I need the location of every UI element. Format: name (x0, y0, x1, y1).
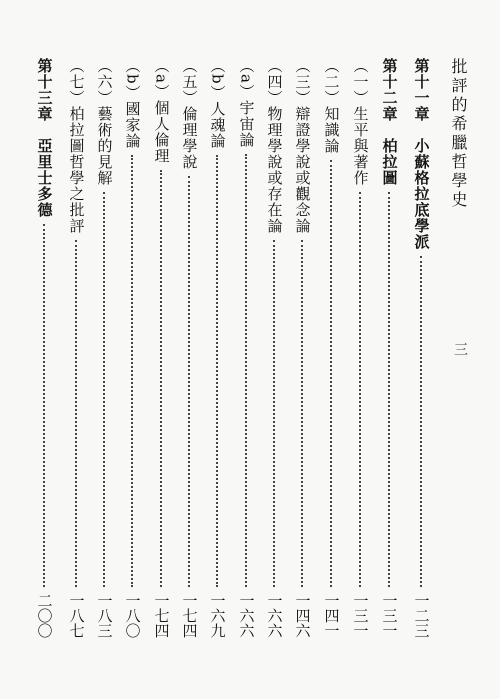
toc-entry-title: （b）人魂論 (208, 58, 227, 149)
dot-leader (43, 224, 45, 587)
dot-leader (75, 240, 77, 587)
toc-entry (290, 58, 314, 638)
toc-entry-title: 第十二章 柏拉圖 (380, 58, 399, 186)
toc-entry-page: 一六六 (237, 593, 256, 638)
dot-leader (301, 240, 303, 587)
toc-entry-title: （一）生平與著作 (351, 58, 370, 186)
toc-entry (149, 58, 173, 638)
toc-entry (319, 58, 343, 638)
toc-entry-chapter-11 (409, 58, 433, 638)
toc-entry-title: （四）物理學說或存在論 (265, 58, 284, 234)
toc-entry-title: 第十三章 亞里士多德 (35, 58, 54, 218)
toc-entry-page: 一六六 (265, 593, 284, 638)
toc-entry-title: （六）藝術的見解 (95, 58, 114, 186)
toc-entry (120, 58, 144, 638)
toc-entry-page: 一二三 (412, 593, 431, 638)
toc-entry-chapter-13 (32, 58, 56, 638)
toc-entry-page: 一四六 (293, 593, 312, 638)
dot-leader (245, 154, 247, 587)
dot-leader (160, 170, 162, 587)
toc-entry-page: 一六九 (208, 593, 227, 638)
dot-leader (359, 192, 361, 587)
toc-entry-title: 第十一章 小蘇格拉底學派 (412, 58, 431, 250)
dot-leader (420, 256, 422, 587)
toc-entry (205, 58, 229, 638)
dot-leader (330, 160, 332, 587)
toc-entry-title: （a）宇宙論 (237, 58, 256, 148)
dot-leader (216, 155, 218, 587)
toc-entry (92, 58, 116, 638)
dot-leader (103, 192, 105, 587)
running-head: 批評的希臘哲學史 (449, 58, 468, 210)
dot-leader (388, 192, 390, 587)
toc-entry-page: 一八七 (67, 593, 86, 638)
toc-entry-title: （五）倫理學說 (180, 58, 199, 170)
dot-leader (273, 240, 275, 587)
toc-entry-title: （七）柏拉圖哲學之批評 (67, 58, 86, 234)
toc-entry-title: （二）知識論 (322, 58, 341, 154)
toc-entry-page: 一八三 (95, 593, 114, 638)
toc-entry-page: 一三一 (351, 593, 370, 638)
toc-entry-title: （b）國家論 (123, 58, 142, 149)
toc-entry-title: （三）辯證學說或觀念論 (293, 58, 312, 234)
page-number: 三 (452, 342, 468, 356)
toc-entry (348, 58, 372, 638)
toc-entry (234, 58, 258, 638)
toc-entry (177, 58, 201, 638)
toc-entry (64, 58, 88, 638)
toc-entry-page: 一七四 (152, 593, 171, 638)
toc-entry (262, 58, 286, 638)
toc-entry-page: 一七四 (180, 593, 199, 638)
toc-entry-title: （a）個人倫理 (152, 58, 171, 164)
dot-leader (131, 155, 133, 587)
toc-entry-page: 一八〇 (123, 593, 142, 638)
toc-entry-page: 一三一 (380, 593, 399, 638)
toc-entry-page: 一四一 (322, 593, 341, 638)
toc-entry-page: 二〇〇 (35, 593, 54, 638)
toc-entry-chapter-12 (377, 58, 401, 638)
dot-leader (188, 176, 190, 587)
